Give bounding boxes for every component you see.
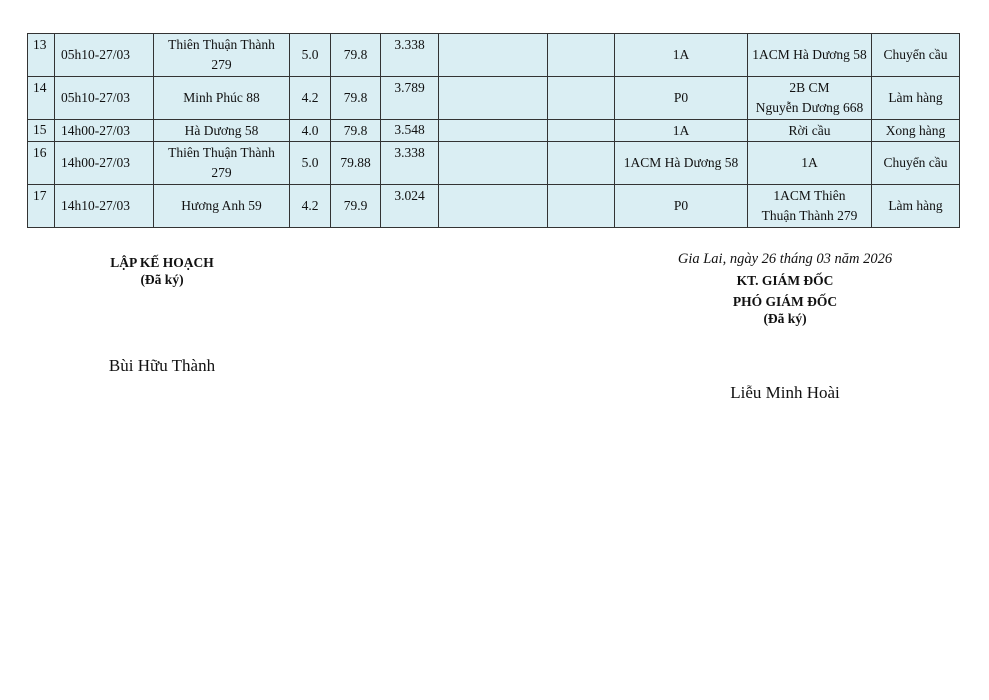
cell-text: 279 <box>211 165 232 180</box>
cell-text: 16 <box>33 145 47 160</box>
cell-text: Làm hàng <box>888 90 943 105</box>
director-title-2: PHÓ GIÁM ĐỐC <box>732 294 838 309</box>
tonnage-cell <box>381 77 439 120</box>
row-number-cell <box>28 185 55 228</box>
empty-cell <box>439 142 548 185</box>
length-cell <box>331 185 381 228</box>
row-number-cell <box>28 34 55 77</box>
director-signature-block <box>660 250 910 403</box>
time-cell <box>55 77 154 120</box>
cell-text: 3.789 <box>394 80 425 95</box>
cell-text: 5.0 <box>301 155 319 170</box>
destination-cell <box>748 34 872 77</box>
draft-cell <box>290 120 331 142</box>
table-row <box>28 142 960 185</box>
cell-text: 05h10-27/03 <box>61 90 130 105</box>
tonnage-cell <box>381 185 439 228</box>
director-title-1: KT. GIÁM ĐỐC <box>736 273 834 288</box>
place-and-date: Gia Lai, ngày 26 tháng 03 năm 2026 <box>677 251 893 267</box>
empty-cell <box>439 77 548 120</box>
cell-text: 279 <box>211 57 232 72</box>
director-name: Liễu Minh Hoài <box>730 383 840 402</box>
cell-text: 14h00-27/03 <box>61 155 130 170</box>
cell-text: Hương Anh 59 <box>181 198 262 213</box>
draft-cell <box>290 142 331 185</box>
cell-text: 3.024 <box>394 188 425 203</box>
cell-text: Minh Phúc 88 <box>183 90 260 105</box>
vessel-name-cell <box>154 34 290 77</box>
vessel-name-cell <box>154 185 290 228</box>
action-cell <box>872 185 960 228</box>
planner-name: Bùi Hữu Thành <box>108 356 216 375</box>
cell-text: Nguyễn Dương 668 <box>755 100 864 115</box>
cell-text: 14h00-27/03 <box>61 122 130 138</box>
length-cell <box>331 120 381 142</box>
cell-text: Làm hàng <box>888 198 943 213</box>
cell-text: Thuận Thành 279 <box>761 208 858 223</box>
cell-text: 1A <box>801 155 818 170</box>
cell-text: Hà Dương 58 <box>184 122 259 138</box>
destination-cell <box>748 77 872 120</box>
empty-cell <box>439 34 548 77</box>
berth-schedule-table <box>27 33 960 228</box>
length-cell <box>331 34 381 77</box>
cell-text: 3.548 <box>394 122 425 137</box>
cell-text: Thiên Thuận Thành <box>168 145 275 160</box>
cell-text: Thiên Thuận Thành <box>168 37 275 52</box>
position-cell <box>615 120 748 142</box>
empty-cell <box>548 142 615 185</box>
cell-text: P0 <box>673 198 689 213</box>
cell-text: 14 <box>33 80 47 95</box>
cell-text: 15 <box>33 122 47 137</box>
vessel-name-cell <box>154 120 290 142</box>
cell-text: 14h10-27/03 <box>61 198 130 213</box>
row-number-cell <box>28 77 55 120</box>
planner-signed-status: (Đã ký) <box>140 272 184 287</box>
position-cell <box>615 77 748 120</box>
time-cell <box>55 142 154 185</box>
cell-text: P0 <box>673 90 689 105</box>
time-cell <box>55 120 154 142</box>
length-cell <box>331 77 381 120</box>
vessel-name-cell <box>154 142 290 185</box>
action-cell <box>872 34 960 77</box>
cell-text: 3.338 <box>394 37 425 52</box>
empty-cell <box>439 120 548 142</box>
tonnage-cell <box>381 120 439 142</box>
row-number-cell <box>28 142 55 185</box>
empty-cell <box>548 77 615 120</box>
empty-cell <box>548 185 615 228</box>
cell-text: 1ACM Hà Dương 58 <box>752 47 867 62</box>
vessel-name-cell <box>154 77 290 120</box>
table-row <box>28 77 960 120</box>
planner-title: LẬP KẾ HOẠCH <box>110 255 214 270</box>
cell-text: 17 <box>33 188 47 203</box>
cell-text: 5.0 <box>301 47 319 62</box>
table-body <box>28 34 960 228</box>
action-cell <box>872 77 960 120</box>
cell-text: 1ACM Thiên <box>773 188 846 203</box>
action-cell <box>872 120 960 142</box>
cell-text: 13 <box>33 37 47 52</box>
cell-text: 79.9 <box>343 198 368 213</box>
cell-text: 4.0 <box>301 122 319 138</box>
draft-cell <box>290 77 331 120</box>
length-cell <box>331 142 381 185</box>
draft-cell <box>290 185 331 228</box>
cell-text: Chuyển cầu <box>883 47 948 62</box>
cell-text: 2B CM <box>789 80 830 95</box>
position-cell <box>615 185 748 228</box>
position-cell <box>615 34 748 77</box>
cell-text: 79.88 <box>340 155 371 170</box>
cell-text: 1ACM Hà Dương 58 <box>623 155 739 170</box>
draft-cell <box>290 34 331 77</box>
destination-cell <box>748 185 872 228</box>
table-row <box>28 34 960 77</box>
cell-text: 1A <box>672 122 690 138</box>
empty-cell <box>548 34 615 77</box>
action-cell <box>872 142 960 185</box>
destination-cell <box>748 142 872 185</box>
cell-text: Xong hàng <box>885 122 946 138</box>
director-signed-status: (Đã ký) <box>763 311 807 326</box>
tonnage-cell <box>381 34 439 77</box>
tonnage-cell <box>381 142 439 185</box>
cell-text: Chuyển cầu <box>883 155 948 170</box>
destination-cell <box>748 120 872 142</box>
cell-text: 1A <box>672 47 690 62</box>
cell-text: 05h10-27/03 <box>61 47 130 62</box>
cell-text: 4.2 <box>301 90 319 105</box>
empty-cell <box>548 120 615 142</box>
cell-text: 79.8 <box>343 90 368 105</box>
cell-text: 79.8 <box>343 47 368 62</box>
planner-signature-block <box>88 254 236 376</box>
time-cell <box>55 185 154 228</box>
cell-text: 79.8 <box>343 122 368 138</box>
table-row <box>28 120 960 142</box>
empty-cell <box>439 185 548 228</box>
table-row <box>28 185 960 228</box>
time-cell <box>55 34 154 77</box>
cell-text: Rời cầu <box>788 122 831 138</box>
row-number-cell <box>28 120 55 142</box>
cell-text: 4.2 <box>301 198 319 213</box>
cell-text: 3.338 <box>394 145 425 160</box>
position-cell <box>615 142 748 185</box>
